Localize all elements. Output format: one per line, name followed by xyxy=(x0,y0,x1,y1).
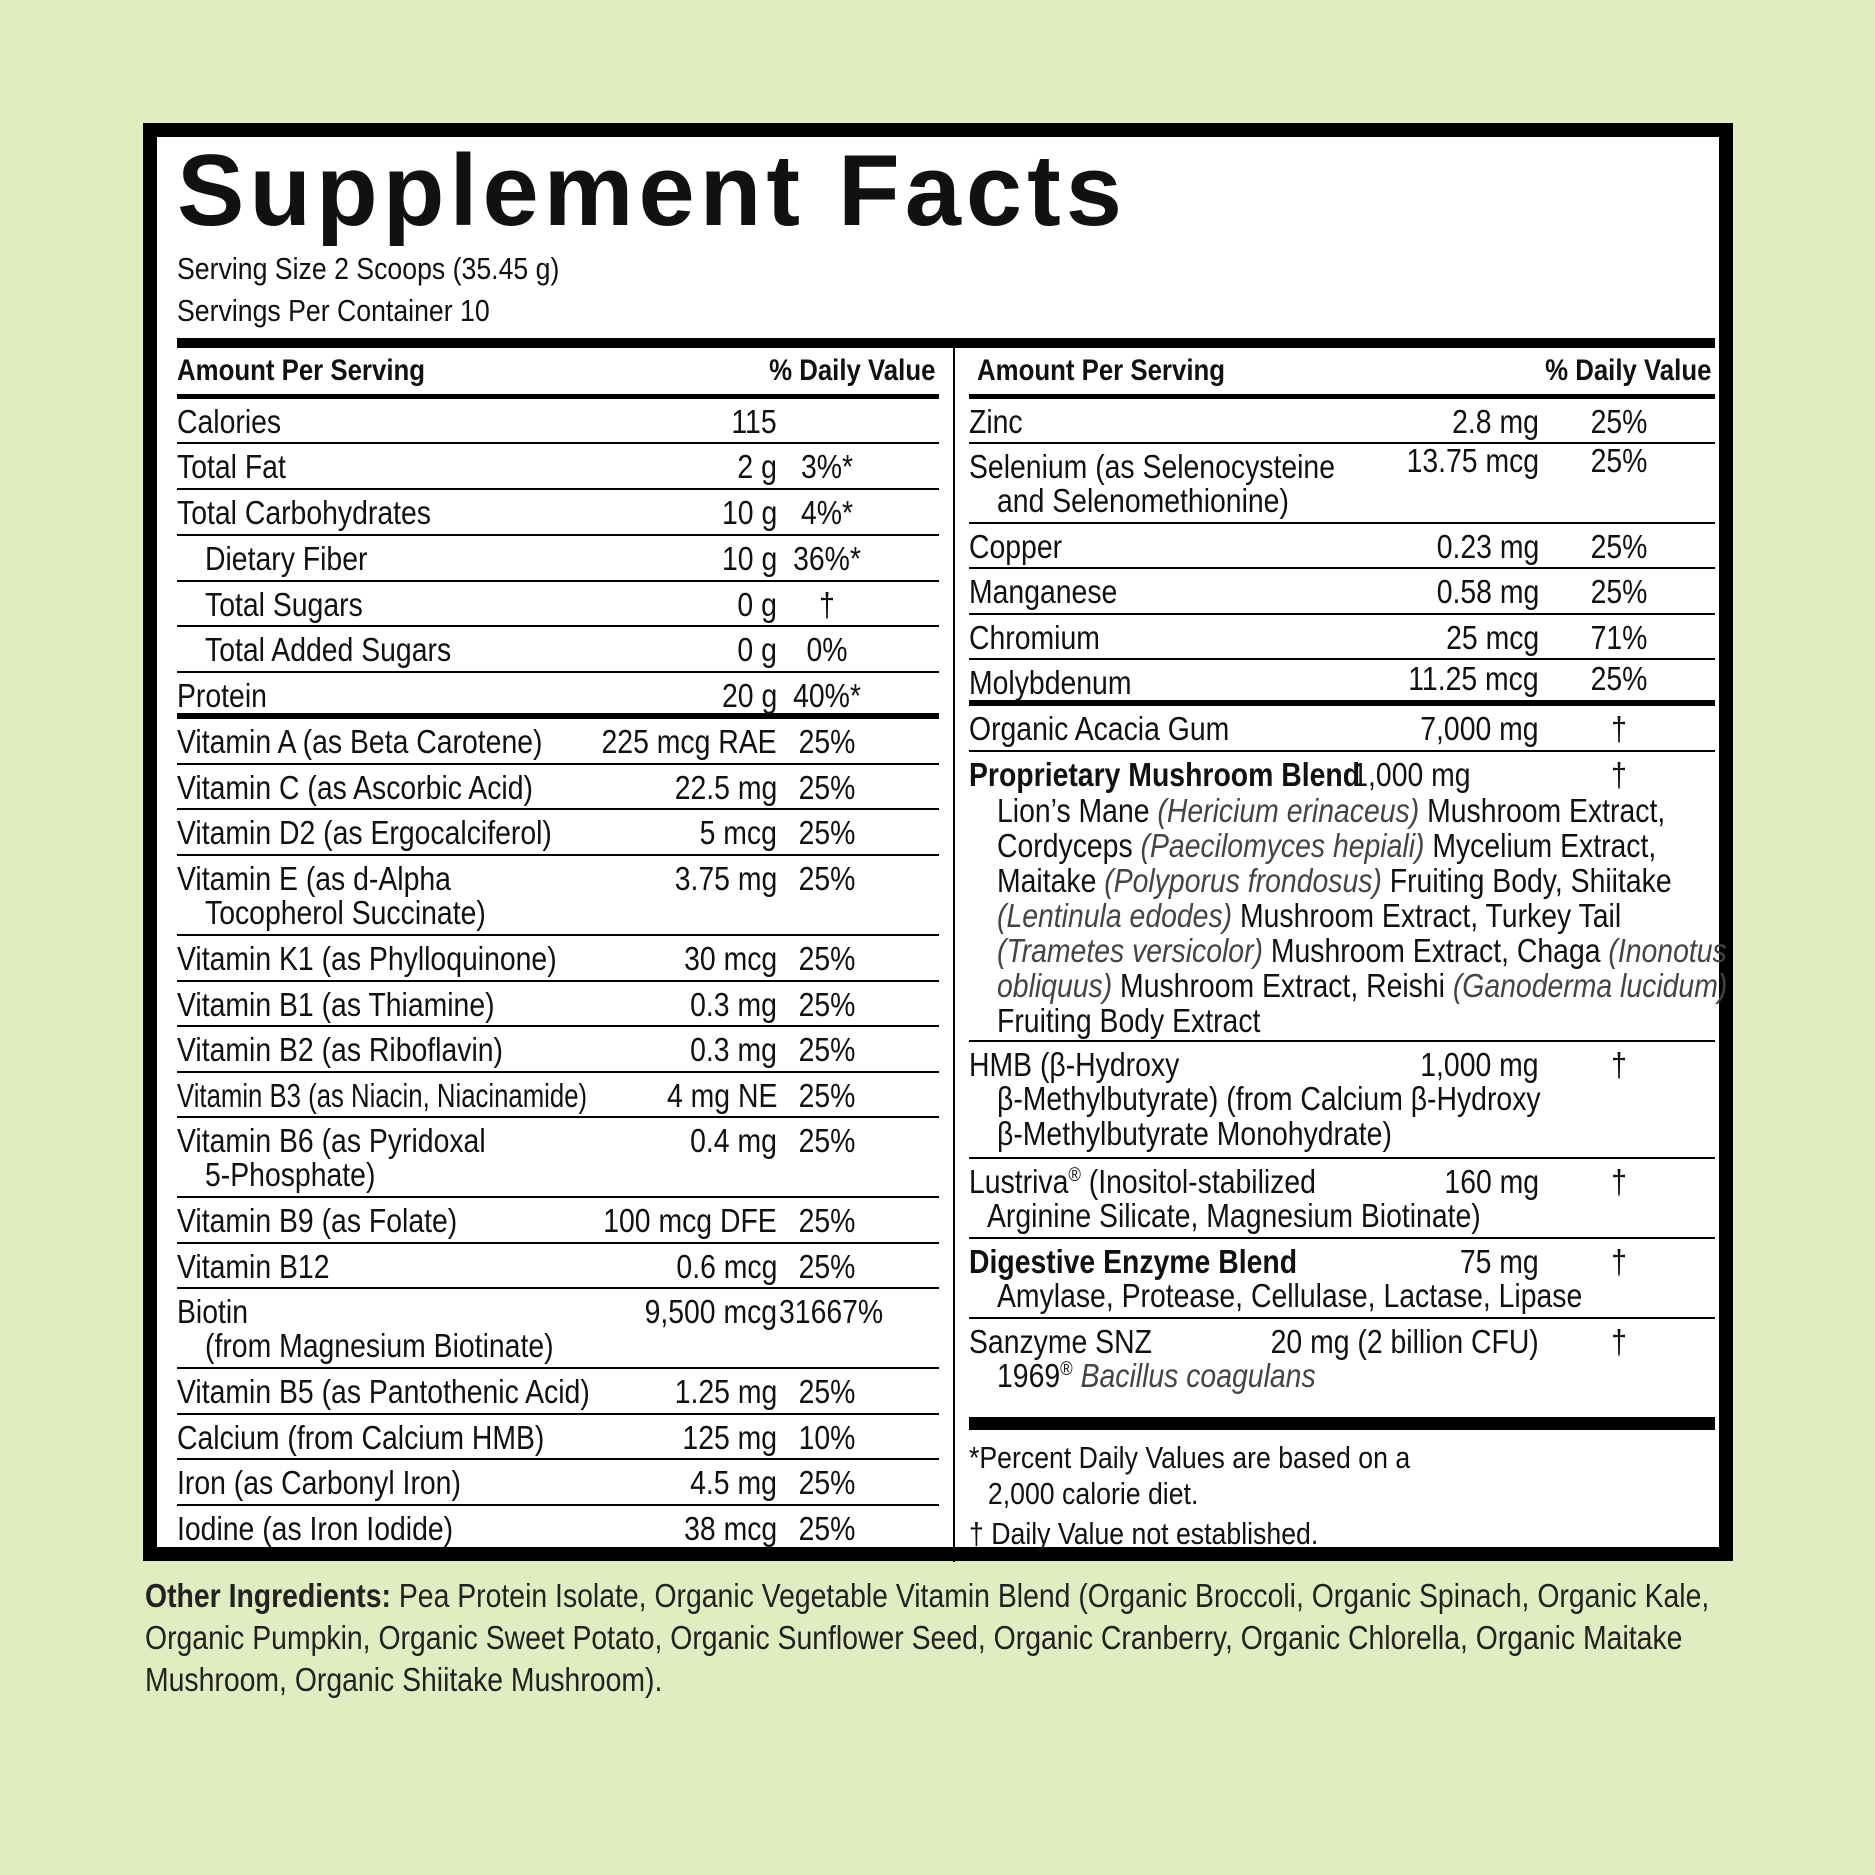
row-chromium xyxy=(969,615,1715,660)
nutrient-amount: 0.6 mcg xyxy=(676,1248,777,1285)
nutrient-dv: 25% xyxy=(1590,660,1648,697)
nutrient-amount: 0.3 mg xyxy=(690,986,777,1023)
row-lustriva xyxy=(969,1159,1715,1239)
row-vitamin-d2 xyxy=(177,810,939,856)
nutrient-amount: 0.3 mg xyxy=(690,1031,777,1068)
nutrient-amount: 0 g xyxy=(737,586,777,623)
row-digestive-enzyme-blend xyxy=(969,1239,1715,1319)
nutrient-dv: † xyxy=(1611,710,1627,747)
row-total-fat xyxy=(177,444,939,490)
nutrient-dv: 25% xyxy=(798,769,856,806)
nutrient-dv: 25% xyxy=(798,723,856,760)
nutrient-name-line2: and Selenomethionine) xyxy=(997,482,1289,519)
column-header xyxy=(969,348,1715,399)
nutrient-amount: 13.75 mcg xyxy=(1406,442,1539,479)
nutrient-name: Copper xyxy=(969,528,1063,565)
row-iron xyxy=(177,1460,939,1506)
row-calories xyxy=(177,399,939,444)
other-ingredients xyxy=(145,1575,1745,1701)
nutrient-dv: 4%* xyxy=(800,494,854,531)
nutrient-name: HMB (β-Hydroxy xyxy=(969,1046,1180,1083)
nutrient-amount: 22.5 mg xyxy=(674,769,777,806)
nutrient-amount: 7,000 mg xyxy=(1420,710,1539,747)
nutrient-name: Proprietary Mushroom Blend xyxy=(969,756,1361,793)
row-vitamin-e xyxy=(177,856,939,936)
nutrient-name: Vitamin B6 (as Pyridoxal xyxy=(177,1122,486,1159)
footnote-divider-bar xyxy=(969,1417,1715,1430)
nutrient-dv: 10% xyxy=(798,1419,856,1456)
nutrient-name: Calcium (from Calcium HMB) xyxy=(177,1419,545,1456)
mushroom-blend-ingredients: Lion’s Mane (Hericium erinaceus) Mushroom Extract, Cordyceps (Paecilomyces hepiali) Mycelium Extract, Maitake (Polyporus frondosus) Fruiting Body, Shiitake (Lentinula edodes) Mushroom Extract, Turkey Tail (Trametes versicolor) Mushroom Extract, Chaga (Inonotus obliquus) Mushroom Extract, Reishi (Ganoderma lucidum) Fruiting Body Extract xyxy=(997,792,1728,1039)
nutrient-name: Vitamin B9 (as Folate) xyxy=(177,1202,458,1239)
nutrient-dv: † xyxy=(1611,1046,1627,1083)
footnotes xyxy=(969,1440,1715,1552)
nutrient-amount: 2.8 mg xyxy=(1452,403,1539,440)
servings-per-container: Servings Per Container 10 xyxy=(177,293,490,328)
nutrient-name: Organic Acacia Gum xyxy=(969,710,1230,747)
row-iodine xyxy=(177,1506,939,1552)
header-daily-value: % Daily Value xyxy=(768,354,935,387)
nutrient-name: Vitamin B1 (as Thiamine) xyxy=(177,986,495,1023)
row-dietary-fiber xyxy=(177,536,939,582)
nutrient-dv: 0% xyxy=(806,631,848,668)
row-organic-acacia-gum xyxy=(969,706,1715,752)
nutrient-dv: 31667% xyxy=(779,1293,884,1330)
nutrient-amount: 2 g xyxy=(737,448,777,485)
left-column xyxy=(177,348,939,1552)
nutrient-name: Calories xyxy=(177,403,282,440)
nutrient-name: Iodine (as Iron Iodide) xyxy=(177,1510,454,1547)
nutrient-name: Total Fat xyxy=(177,448,286,485)
nutrient-dv: 25% xyxy=(798,1510,856,1547)
nutrient-amount: 0 g xyxy=(737,631,777,668)
nutrient-dv: 3%* xyxy=(800,448,854,485)
nutrient-name: Total Added Sugars xyxy=(205,631,452,668)
nutrient-amount: 30 mcg xyxy=(683,940,777,977)
row-copper xyxy=(969,524,1715,569)
nutrient-dv: 25% xyxy=(798,986,856,1023)
nutrient-amount: 10 g xyxy=(721,494,777,531)
nutrient-name: Vitamin C (as Ascorbic Acid) xyxy=(177,769,533,806)
row-vitamin-a xyxy=(177,719,939,765)
header-amount-per-serving: Amount Per Serving xyxy=(977,354,1226,387)
nutrient-name: Total Carbohydrates xyxy=(177,494,431,531)
row-hmb xyxy=(969,1042,1715,1159)
nutrient-amount: 1,000 mg xyxy=(1352,756,1471,793)
row-vitamin-k1 xyxy=(177,936,939,982)
nutrient-amount: 20 g xyxy=(721,677,777,714)
nutrient-dv: 25% xyxy=(798,860,856,897)
nutrient-dv: 25% xyxy=(798,940,856,977)
row-protein xyxy=(177,673,939,719)
nutrient-name: Chromium xyxy=(969,619,1100,656)
nutrient-dv: † xyxy=(1611,1243,1627,1280)
nutrient-name: Vitamin E (as d-Alpha xyxy=(177,860,451,897)
row-molybdenum xyxy=(969,660,1715,706)
nutrient-amount: 4 mg NE xyxy=(666,1077,777,1114)
nutrient-name-line2: (from Magnesium Biotinate) xyxy=(205,1327,554,1364)
nutrient-name: Selenium (as Selenocysteine xyxy=(969,448,1335,485)
nutrient-amount: 115 xyxy=(731,403,777,440)
nutrient-dv: 40%* xyxy=(793,677,861,714)
row-selenium xyxy=(969,444,1715,524)
serving-size: Serving Size 2 Scoops (35.45 g) xyxy=(177,251,560,286)
nutrient-dv: † xyxy=(819,586,835,623)
nutrient-dv: † xyxy=(1611,756,1627,793)
top-divider-bar xyxy=(177,338,1715,348)
supplement-facts-panel xyxy=(143,123,1733,1561)
header-amount-per-serving: Amount Per Serving xyxy=(177,354,426,387)
nutrient-dv: 25% xyxy=(1590,442,1648,479)
footnote-dagger: † Daily Value not established. xyxy=(969,1516,1319,1551)
panel-title: Supplement Facts xyxy=(177,135,1127,247)
nutrient-amount: 5 mcg xyxy=(699,814,777,851)
nutrient-name: Manganese xyxy=(969,573,1118,610)
nutrient-dv: 25% xyxy=(1590,403,1648,440)
nutrient-name: Vitamin K1 (as Phylloquinone) xyxy=(177,940,557,977)
nutrient-amount: 0.4 mg xyxy=(690,1122,777,1159)
nutrient-name: Lustriva® (Inositol-stabilized xyxy=(969,1163,1316,1200)
column-divider xyxy=(953,338,955,1562)
nutrient-dv: 25% xyxy=(798,1202,856,1239)
nutrient-name-line3: β-Methylbutyrate Monohydrate) xyxy=(997,1115,1392,1152)
row-vitamin-b6 xyxy=(177,1118,939,1198)
nutrient-dv: 36%* xyxy=(793,540,861,577)
nutrient-dv: 25% xyxy=(798,1248,856,1285)
nutrient-name: Molybdenum xyxy=(969,664,1132,701)
nutrient-dv: † xyxy=(1611,1163,1627,1200)
nutrient-name: Zinc xyxy=(969,403,1023,440)
nutrient-name: Vitamin B5 (as Pantothenic Acid) xyxy=(177,1373,590,1410)
nutrient-name-line2: 1969® Bacillus coagulans xyxy=(997,1357,1316,1394)
nutrient-amount: 11.25 mcg xyxy=(1408,660,1539,697)
row-vitamin-b3 xyxy=(177,1073,939,1118)
row-total-carbohydrates xyxy=(177,490,939,536)
nutrient-name-line2: β-Methylbutyrate) (from Calcium β-Hydroxy xyxy=(997,1080,1541,1117)
nutrient-amount: 0.23 mg xyxy=(1436,528,1539,565)
nutrient-name-line2: Arginine Silicate, Magnesium Biotinate) xyxy=(987,1197,1481,1234)
row-vitamin-c xyxy=(177,765,939,810)
row-vitamin-b5 xyxy=(177,1369,939,1415)
row-total-sugars xyxy=(177,582,939,627)
column-header xyxy=(177,348,939,399)
nutrient-name: Protein xyxy=(177,677,267,714)
header-daily-value: % Daily Value xyxy=(1544,354,1711,387)
nutrient-dv: 25% xyxy=(1590,573,1648,610)
nutrient-dv: 25% xyxy=(798,1464,856,1501)
nutrient-name: Iron (as Carbonyl Iron) xyxy=(177,1464,461,1501)
nutrient-dv: 25% xyxy=(798,1077,856,1114)
row-sanzyme-snz xyxy=(969,1319,1715,1399)
nutrient-amount: 225 mcg RAE xyxy=(601,723,777,760)
row-calcium xyxy=(177,1415,939,1460)
nutrient-amount: 20 mg (2 billion CFU) xyxy=(1270,1323,1539,1360)
nutrient-amount: 4.5 mg xyxy=(690,1464,777,1501)
nutrient-amount: 1.25 mg xyxy=(674,1373,777,1410)
nutrient-name: Total Sugars xyxy=(205,586,363,623)
nutrient-amount: 75 mg xyxy=(1460,1243,1539,1280)
nutrient-amount: 125 mg xyxy=(682,1419,777,1456)
nutrient-name: Vitamin D2 (as Ergocalciferol) xyxy=(177,814,552,851)
nutrient-name: Digestive Enzyme Blend xyxy=(969,1243,1298,1280)
row-manganese xyxy=(969,569,1715,615)
nutrient-dv: 25% xyxy=(798,814,856,851)
nutrient-dv: † xyxy=(1611,1323,1627,1360)
row-vitamin-b9 xyxy=(177,1198,939,1244)
nutrient-dv: 25% xyxy=(798,1031,856,1068)
nutrient-name-line2: 5-Phosphate) xyxy=(205,1156,376,1193)
row-proprietary-mushroom-blend xyxy=(969,752,1728,1042)
nutrient-name: Vitamin B2 (as Riboflavin) xyxy=(177,1031,503,1068)
nutrient-dv: 25% xyxy=(798,1122,856,1159)
nutrient-name: Biotin xyxy=(177,1293,249,1330)
nutrient-amount: 0.58 mg xyxy=(1436,573,1539,610)
nutrient-amount: 1,000 mg xyxy=(1420,1046,1539,1083)
nutrient-name: Sanzyme SNZ xyxy=(969,1323,1152,1360)
nutrient-dv: 25% xyxy=(1590,528,1648,565)
nutrient-name-line2: Amylase, Protease, Cellulase, Lactase, Lipase xyxy=(997,1277,1583,1314)
nutrient-amount: 100 mcg DFE xyxy=(603,1202,777,1239)
nutrient-amount: 25 mcg xyxy=(1445,619,1539,656)
nutrient-dv: 25% xyxy=(798,1373,856,1410)
nutrient-name: Vitamin B12 xyxy=(177,1248,330,1285)
row-vitamin-b2 xyxy=(177,1027,939,1073)
row-total-added-sugars xyxy=(177,627,939,673)
right-column xyxy=(969,348,1728,1552)
nutrient-amount: 10 g xyxy=(721,540,777,577)
footnote-percent-dv-line2: 2,000 calorie diet. xyxy=(987,1476,1199,1511)
other-ingredients-text: Pea Protein Isolate, Organic Vegetable Vitamin Blend (Organic Broccoli, Organic Spinach, Organic Kale, Organic Pumpkin, Organic Sweet Potato, Organic Sunflower Seed, Organic Cranberry, Organic Chlorella, Organic Maitake Mushroom, Organic Shiitake Mushroom). xyxy=(145,1577,1710,1698)
other-ingredients-label: Other Ingredients: xyxy=(145,1577,391,1614)
row-vitamin-b1 xyxy=(177,982,939,1027)
footnote-percent-dv: *Percent Daily Values are based on a xyxy=(969,1440,1411,1475)
row-zinc xyxy=(969,399,1715,444)
nutrient-amount: 38 mcg xyxy=(683,1510,777,1547)
nutrient-amount: 3.75 mg xyxy=(674,860,777,897)
nutrient-name-line2: Tocopherol Succinate) xyxy=(205,894,486,931)
nutrient-name: Vitamin A (as Beta Carotene) xyxy=(177,723,543,760)
nutrient-amount: 9,500 mcg xyxy=(644,1293,777,1330)
nutrient-amount: 160 mg xyxy=(1444,1163,1539,1200)
nutrient-name: Vitamin B3 (as Niacin, Niacinamide) xyxy=(177,1077,588,1114)
nutrient-dv: 71% xyxy=(1590,619,1648,656)
row-vitamin-b12 xyxy=(177,1244,939,1289)
row-biotin xyxy=(177,1289,939,1369)
nutrient-name: Dietary Fiber xyxy=(205,540,368,577)
